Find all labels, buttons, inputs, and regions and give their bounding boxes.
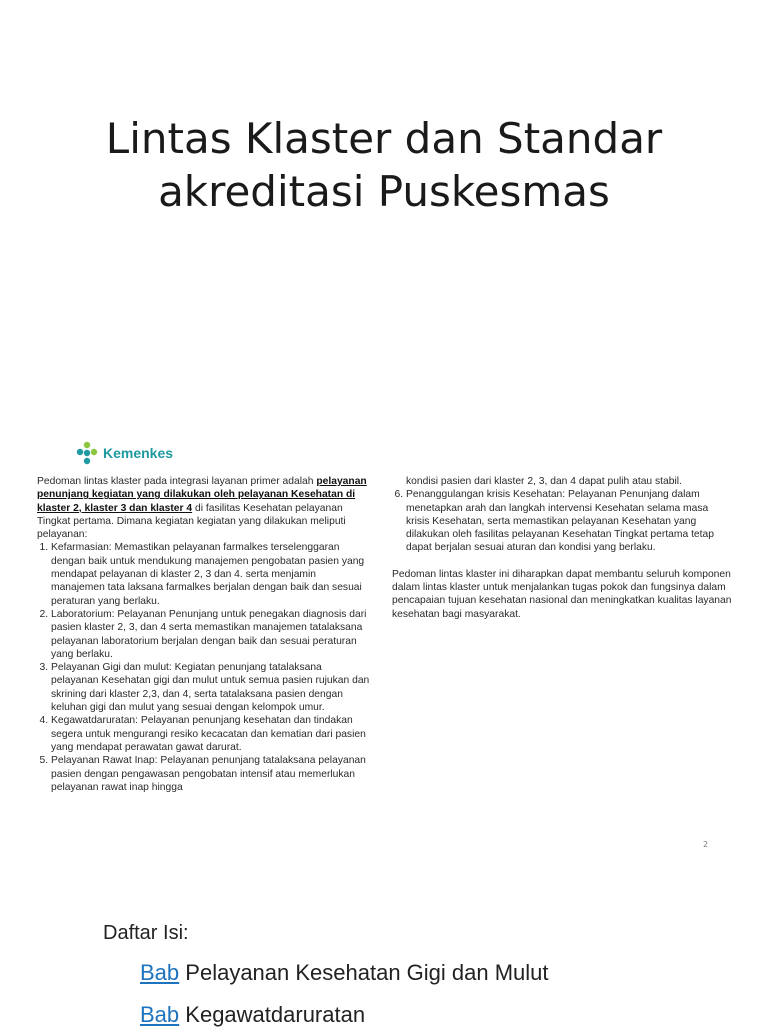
intro-bold: pelayanan penunjang kegiatan yang dilakukan oleh pelayanan Kesehatan di klaster 2, klaster 3 dan klaster 4 [37,476,367,514]
list-item: 6. Penanggulangan krisis Kesehatan: Pelayanan Penunjang dalam menetapkan arah dan langkah intervensi Kesehatan selama masa krisis Kesehatan, serta memastikan pelayanan Kesehatan yang dilakukan oleh fasilitas pelayanan Kesehatan Tingkat pertama tetap dapat berjalan sesuai aturan dan kondisi yang berlaku. [406,488,732,554]
kemenkes-logo-icon [76,441,98,465]
intro-end: di fasilitas Kesehatan pelayanan Tingkat pertama. Dimana kegiatan kegiatan yang dilakukan meliputi pelayanan: [37,502,346,541]
list-item: 1. Kefarmasian: Memastikan pelayanan farmalkes terselenggaran dengan baik untuk mendukung manajemen pengobatan pasien yang mendapat pelayanan di klaster 2, 3 dan 4. serta menjamin manajemen tata laksana farmalkes berjalan dengan baik dan sesuai peraturan yang berlaku. [51,541,372,607]
services-list [37,541,372,794]
right-column [392,475,732,621]
toc-link[interactable]: Bab [140,960,180,985]
title-line-1: Lintas Klaster dan Standar [105,114,663,163]
toc-link[interactable]: Bab [140,1002,180,1027]
logo-text: Kemenkes [103,445,174,461]
toc-item [140,1002,365,1028]
toc-label: Kegawatdaruratan [185,1002,366,1027]
title-line-2: akreditasi Puskesmas [158,167,610,216]
intro-start: Pedoman lintas klaster pada integrasi layanan primer adalah [37,476,314,487]
toc-title: Daftar Isi: [103,922,189,944]
kemenkes-logo [76,438,173,468]
left-column [37,475,372,794]
list-item: 4. Kegawatdaruratan: Pelayanan penunjang kesehatan dan tindakan segera untuk mengurangi resiko kecacatan dan kematian dari pasien yang mendapat perawatan gawat darurat. [51,714,372,754]
toc-label: Pelayanan Kesehatan Gigi dan Mulut [185,960,549,985]
list-item: 3. Pelayanan Gigi dan mulut: Kegiatan penunjang tatalaksana pelayanan Kesehatan gigi dan mulut untuk semua pasien rujukan dan skrining dari klaster 2,3, dan 4, serta tatalaksana pasien dengan keluhan gigi dan mulut yang sesuai dengan kelompok umur. [51,661,372,714]
intro-paragraph [37,475,372,541]
services-list-continued [392,488,732,554]
list-item: 2. Laboratorium: Pelayanan Penunjang untuk penegakan diagnosis dari pasien klaster 2, 3, dan 4 serta memastikan manajemen tatalaksana pelayanan laboratorium berjalan dengan baik dan sesuai peraturan yang berlaku. [51,608,372,661]
page-number: 2 [703,840,709,849]
page-title [0,112,768,218]
list-continuation: kondisi pasien dari klaster 2, 3, dan 4 dapat pulih atau stabil. [406,476,682,487]
toc-item [140,960,549,986]
list-item: 5. Pelayanan Rawat Inap: Pelayanan penunjang tatalaksana pelayanan pasien dengan pengawasan pengobatan intensif atau memerlukan pelayanan rawat inap hingga [51,754,372,794]
closing-paragraph: Pedoman lintas klaster ini diharapkan dapat membantu seluruh komponen dalam lintas klaster untuk menjalankan tugas pokok dan fungsinya dalam pencapaian tujuan kesehatan nasional dan meningkatkan kualitas layanan kesehatan bagi masyarakat. [392,568,732,620]
